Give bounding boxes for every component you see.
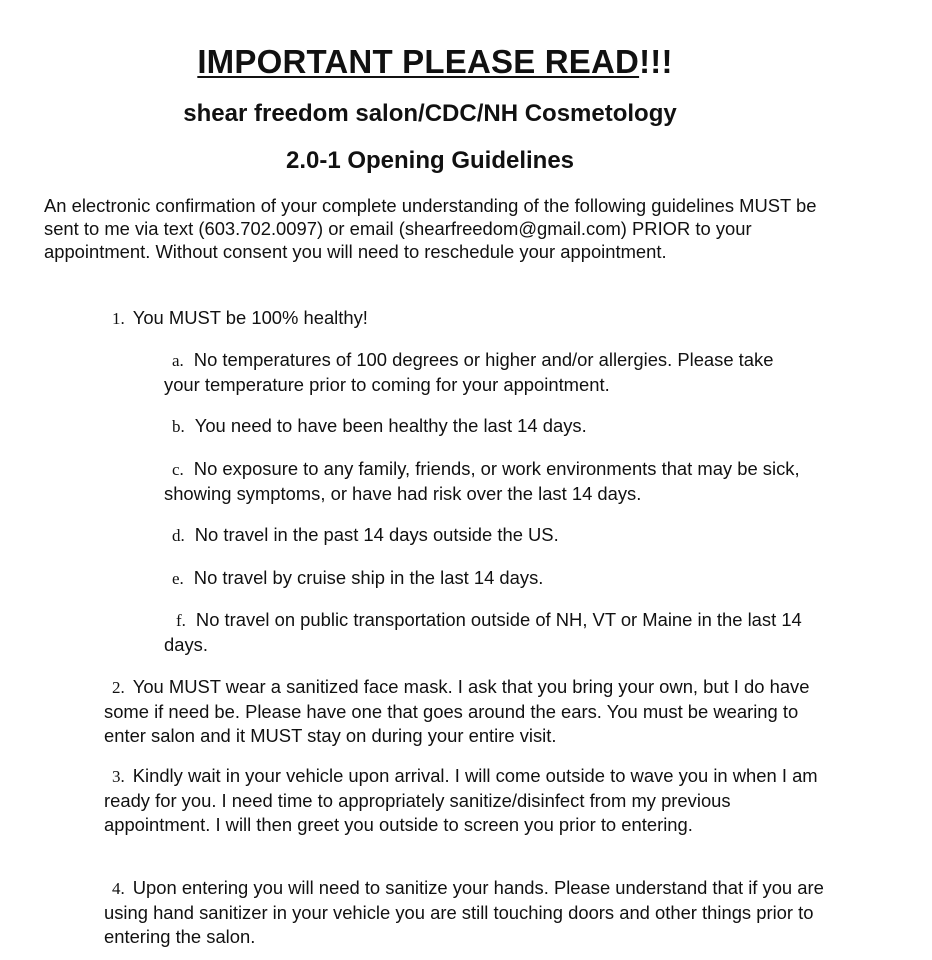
list-item-2: [104, 675, 824, 748]
intro-paragraph: An electronic confirmation of your complete understanding of the following guidelines MUST be sent to me via text (603.702.0097) or email (shearfreedom@gmail.com) PRIOR to your appointment. Without consent you will need to reschedule your appointment.: [44, 195, 817, 262]
list-item-text: You MUST wear a sanitized face mask. I ask that you bring your own, but I do have some if need be. Please have one that goes around the ears. You must be wearing to enter salon and it MUST stay on during your entire visit.: [104, 676, 810, 746]
sub-marker: a.: [172, 351, 184, 370]
salon-subtitle: shear freedom salon/CDC/NH Cosmetology: [183, 100, 677, 127]
sub-marker: f.: [176, 611, 186, 630]
sub-item-b: [164, 414, 814, 439]
sub-item-text: No exposure to any family, friends, or work environments that may be sick, showing symptoms, or have had risk over the last 14 days.: [164, 458, 800, 504]
list-item-text: You MUST be 100% healthy!: [132, 307, 368, 328]
sub-item-text: No travel in the past 14 days outside the US.: [194, 524, 559, 545]
title-exclamation: !!!: [639, 43, 673, 80]
sub-item-text: You need to have been healthy the last 14 days.: [194, 415, 587, 436]
sub-item-text: No travel by cruise ship in the last 14 days.: [193, 567, 544, 588]
list-marker: 1.: [112, 309, 125, 328]
list-item-4: [104, 876, 824, 949]
sub-item-a: [164, 348, 814, 397]
sub-marker: b.: [172, 417, 185, 436]
sub-marker: d.: [172, 526, 185, 545]
sub-item-text: No travel on public transportation outside of NH, VT or Maine in the last 14 days.: [164, 609, 802, 655]
list-marker: 4.: [112, 879, 125, 898]
guidelines-subtitle: 2.0-1 Opening Guidelines: [285, 147, 575, 174]
sub-marker: c.: [172, 460, 184, 479]
list-item-1: [112, 306, 368, 331]
list-item-3: [104, 764, 824, 837]
sub-item-f: [164, 608, 814, 657]
sub-item-d: [164, 523, 814, 548]
page-title: [0, 40, 870, 84]
sub-item-c: [164, 457, 814, 506]
list-marker: 2.: [112, 678, 125, 697]
list-item-text: Kindly wait in your vehicle upon arrival. I will come outside to wave you in when I am ready for you. I need time to appropriately sanitize/disinfect from my previous appointment. I will then greet you outside to screen you prior to entering.: [104, 765, 818, 835]
sub-marker: e.: [172, 569, 184, 588]
list-item-text: Upon entering you will need to sanitize your hands. Please understand that if you are using hand sanitizer in your vehicle you are still touching doors and other things prior to entering the salon.: [104, 877, 824, 947]
list-marker: 3.: [112, 767, 125, 786]
sub-item-e: [164, 566, 814, 591]
title-underlined-text: IMPORTANT PLEASE READ: [197, 43, 640, 80]
sub-item-text: No temperatures of 100 degrees or higher and/or allergies. Please take your temperature prior to coming for your appointment.: [164, 349, 774, 395]
